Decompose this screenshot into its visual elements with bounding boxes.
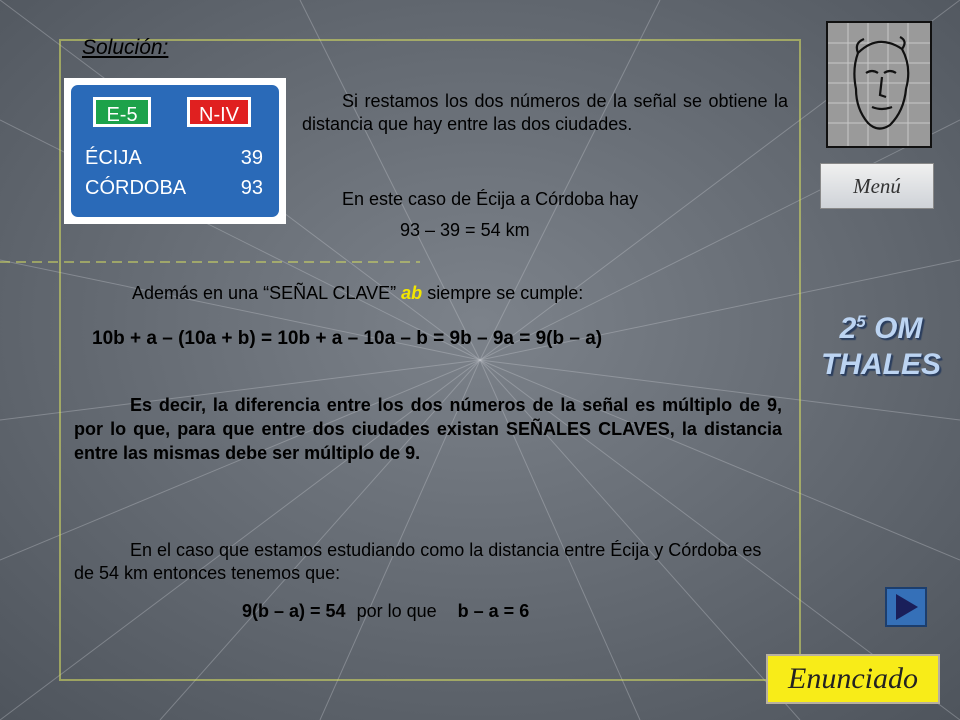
menu-button[interactable]: Menú <box>820 163 934 209</box>
formula: 10b + a – (10a + b) = 10b + a – 10a – b = 9b – 9a = 9(b – a) <box>92 328 603 349</box>
road-sign <box>64 78 286 224</box>
sign-km-ecija: 39 <box>240 147 263 169</box>
thales-portrait-icon[interactable] <box>826 21 932 148</box>
om-thales-logo <box>806 304 956 383</box>
clave-text-before: Además en una “SEÑAL CLAVE” <box>132 283 397 303</box>
om-label: $2^5$ OM <box>839 312 923 345</box>
sign-city-cordoba: CÓRDOBA <box>85 177 187 199</box>
sign-row-cordoba <box>85 177 263 200</box>
sign-city-ecija: ÉCIJA <box>85 147 142 169</box>
intro-calc: 93 – 39 = 54 km <box>400 220 530 240</box>
intro-paragraph: Si restamos los dos números de la señal se obtiene la distancia que hay entre las dos ciudades. <box>302 91 788 134</box>
thales-label: THALES <box>821 348 941 381</box>
play-next-icon[interactable] <box>885 587 927 627</box>
enunciado-button[interactable]: Enunciado <box>766 654 940 704</box>
case-equation-line <box>242 600 662 623</box>
conclusion-paragraph: Es decir, la diferencia entre los dos números de la señal es múltiplo de 9, por lo que, para que entre dos ciudades existan SEÑALES CLAVES, la distancia entre las mismas debe ser múltiplo de 9. <box>74 395 782 463</box>
sign-row-ecija <box>85 147 263 170</box>
case-mid: por lo que <box>356 601 437 621</box>
road-sign-panel <box>68 82 282 220</box>
sign-km-cordoba: 93 <box>240 177 263 199</box>
case-eq1: 9(b – a) = 54 <box>242 601 346 621</box>
intro-example: En este caso de Écija a Córdoba hay <box>342 189 639 209</box>
clave-ab: ab <box>401 283 423 303</box>
solution-title: Solución: <box>82 36 169 59</box>
clave-line <box>132 282 772 305</box>
case-eq2: b – a = 6 <box>457 601 530 621</box>
clave-text-after: siempre se cumple: <box>427 283 584 303</box>
case-paragraph: En el caso que estamos estudiando como la distancia entre Écija y Córdoba es de 54 km entonces tenemos que: <box>74 540 762 583</box>
route-badge-n4: N-IV <box>187 97 251 127</box>
route-badge-e5: E-5 <box>93 97 151 127</box>
